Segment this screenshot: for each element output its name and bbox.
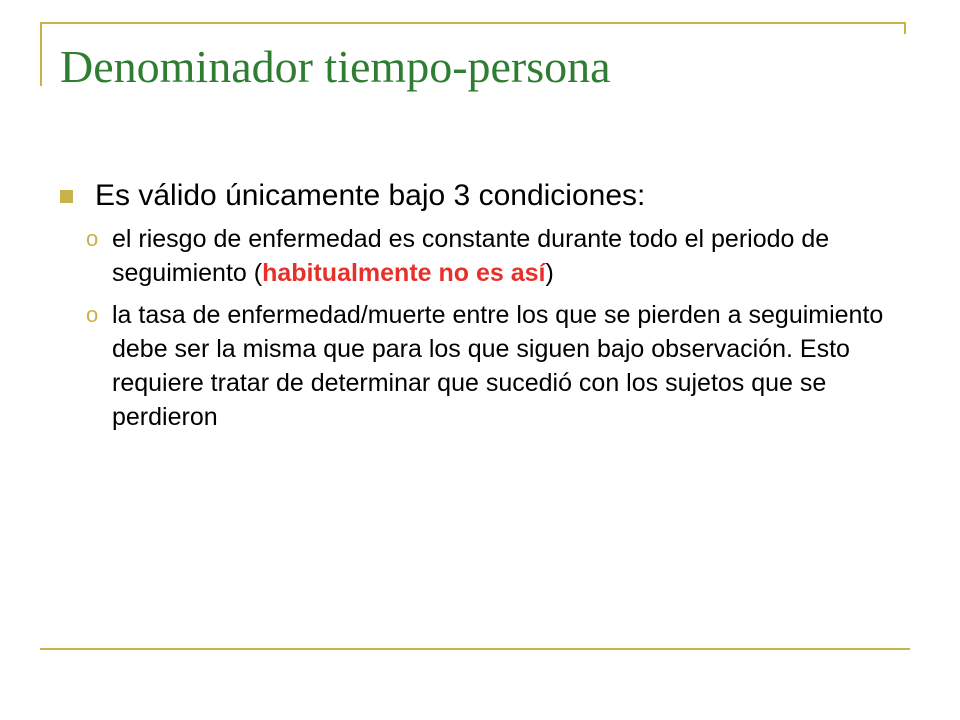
sub-bullet-list [86,222,908,434]
circle-bullet-icon: o [86,302,99,327]
frame-bottom-line [40,648,910,650]
sub-bullet-item [86,222,908,290]
sub-bullet-text-end: ) [545,259,554,287]
slide-body [58,176,908,442]
slide-title: Denominador tiempo-persona [60,41,611,92]
frame-left-line [40,22,42,86]
sub-bullet-text [112,222,892,290]
bullet-item [58,176,908,216]
sub-bullet-text-start: el riesgo de enfermedad es constante durante todo el periodo de seguimiento ( [112,225,830,287]
bullet-text: Es válido únicamente bajo 3 condiciones: [95,179,646,212]
highlighted-text: habitualmente no es así [262,259,546,287]
sub-bullet-text: la tasa de enfermedad/muerte entre los que se pierden a seguimiento debe ser la misma que para los que siguen bajo observación. Esto requiere tratar de determinar que sucedió con los sujetos que se perdieron [112,301,884,431]
square-bullet-icon [60,190,73,203]
frame-right-line [904,22,906,34]
sub-bullet-item [86,298,908,434]
frame-top-line [40,22,906,24]
circle-bullet-icon: o [86,226,99,251]
